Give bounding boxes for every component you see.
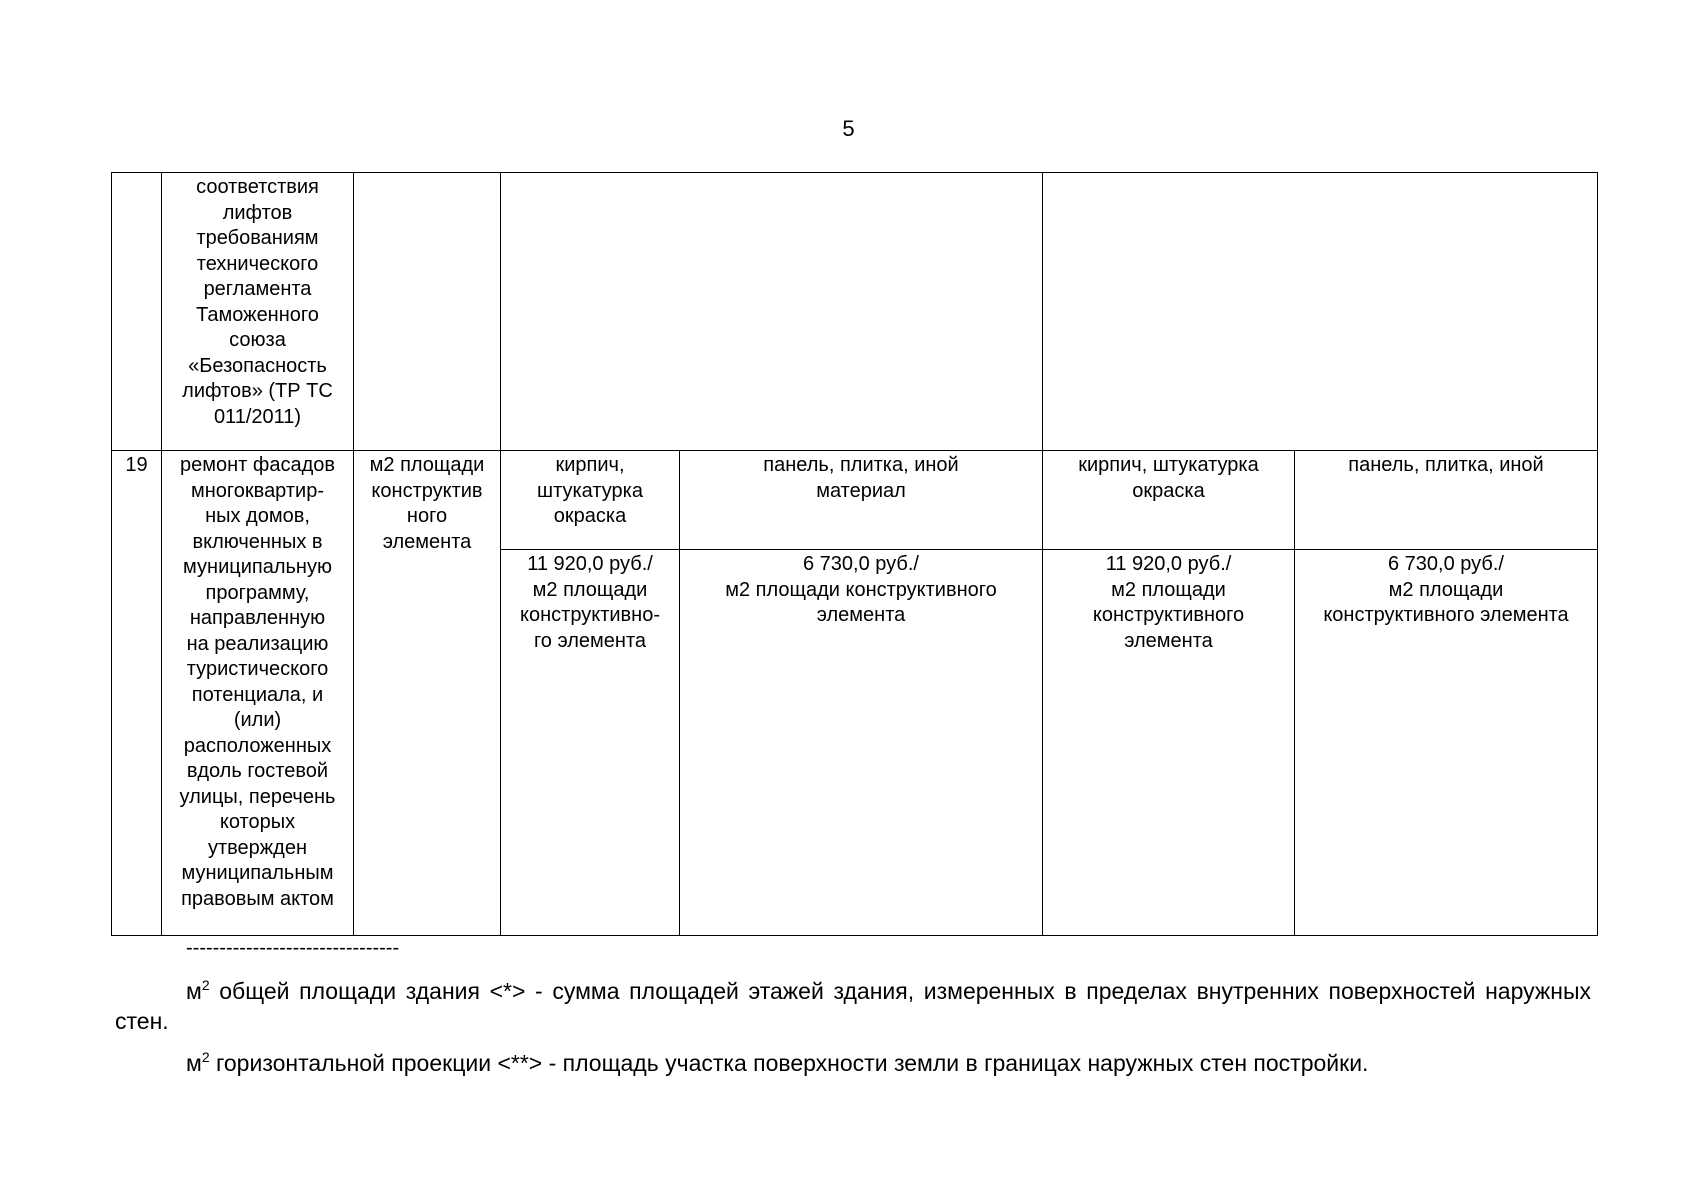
unit-cell: м2 площади конструктив ного элемента [354, 451, 501, 936]
footnote-total-area: $м^2$ общей площади здания <*> - сумма площадей этажей здания, измеренных в пределах внутренних поверхностей наружных стен. [115, 977, 1591, 1034]
unit-cell-empty [354, 173, 501, 451]
row-number-cell [112, 173, 162, 451]
price-cell-panel-1: 6 730,0 руб./ м2 площади конструктивного элемента [680, 550, 1043, 936]
material-header-brick-2: кирпич, штукатурка окраска [1043, 451, 1295, 550]
value-cell-empty [501, 173, 1043, 451]
description-cell: соответствия лифтов требованиям технического регламента Таможенного союза «Безопасность лифтов» (ТР ТС 011/2011) [162, 173, 354, 451]
price-cell-brick-1: 11 920,0 руб./ м2 площади конструктивно- го элемента [501, 550, 680, 936]
material-header-panel-2: панель, плитка, иной [1295, 451, 1598, 550]
price-cell-panel-2: 6 730,0 руб./ м2 площади конструктивного элемента [1295, 550, 1598, 936]
value-cell-empty [1043, 173, 1598, 451]
page-number: 5 [842, 116, 855, 141]
tariff-table [111, 172, 1598, 936]
material-header-brick-1: кирпич, штукатурка окраска [501, 451, 680, 550]
footnote-divider: -------------------------------- [186, 937, 400, 959]
description-cell: ремонт фасадов многоквартир- ных домов, включенных в муниципальную программу, направленную на реализацию туристического потенциала, и (или) расположенных вдоль гостевой улицы, перечень которых утвержден муниципальным правовым актом [162, 451, 354, 936]
price-cell-brick-2: 11 920,0 руб./ м2 площади конструктивного элемента [1043, 550, 1295, 936]
table-row-continued [112, 173, 1598, 451]
footnote-horizontal-projection: $м^2$ горизонтальной проекции <**> - площадь участка поверхности земли в границах наружных стен постройки. [186, 1049, 1369, 1076]
table-row-19-header [112, 451, 1598, 550]
material-header-panel-1: панель, плитка, иной материал [680, 451, 1043, 550]
row-number-cell: 19 [112, 451, 162, 936]
